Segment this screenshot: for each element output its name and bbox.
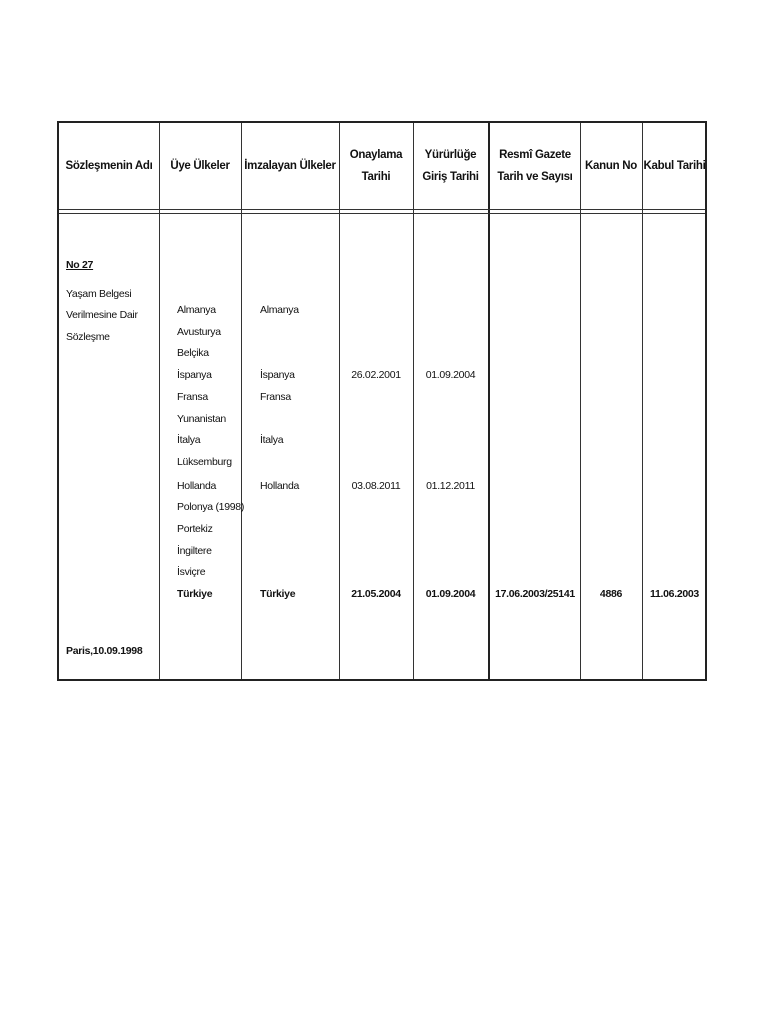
ratification-date: 21.05.2004: [351, 588, 401, 600]
treaty-title-line: Sözleşme: [66, 331, 110, 343]
header-law-number: Kanun No: [585, 160, 637, 172]
entry-into-force-date: 01.12.2011: [426, 480, 475, 492]
ratification-date: 03.08.2011: [351, 480, 401, 492]
header-signing-countries: İmzalayan Ülkeler: [244, 160, 336, 172]
signing-country: Almanya: [260, 304, 299, 316]
signing-country: İspanya: [260, 369, 295, 381]
treaty-table: [57, 121, 707, 681]
entry-into-force-date: 01.09.2004: [425, 369, 476, 381]
ratification-date: 26.02.2001: [351, 369, 401, 381]
member-country: Avusturya: [177, 326, 221, 338]
header-divider: [59, 209, 705, 214]
member-country: İspanya: [177, 369, 212, 381]
treaty-number: No 27: [66, 259, 94, 271]
header-official-gazette: Resmî Gazete Tarih ve Sayısı: [497, 149, 573, 183]
member-country: Hollanda: [177, 480, 217, 492]
member-country: Almanya: [177, 304, 216, 316]
member-country: Yunanistan: [177, 413, 226, 425]
signing-country: İtalya: [260, 434, 284, 446]
signing-country: Fransa: [260, 391, 291, 403]
header-member-countries: Üye Ülkeler: [170, 160, 230, 172]
header-acceptance-date: Kabul Tarihi: [643, 160, 706, 172]
member-country: Fransa: [177, 391, 208, 403]
acceptance-date-value: 11.06.2003: [650, 588, 699, 600]
treaty-title-line: Yaşam Belgesi: [66, 288, 132, 300]
law-number-value: 4886: [599, 588, 623, 600]
header-entry-into-force: Yürürlüğe Giriş Tarihi: [422, 149, 479, 183]
header-treaty-name: Sözleşmenin Adı: [65, 160, 153, 172]
header-ratification-date: Onaylama Tarihi: [349, 149, 403, 183]
entry-into-force-date: 01.09.2004: [425, 588, 476, 600]
member-country: İtalya: [177, 434, 201, 446]
member-country: Belçika: [177, 347, 209, 359]
signing-country: Türkiye: [260, 588, 296, 600]
member-country: Türkiye: [177, 588, 213, 600]
official-gazette-value: 17.06.2003/25141: [495, 588, 575, 600]
treaty-title-line: Verilmesine Dair: [66, 309, 138, 321]
member-country: Polonya (1998): [177, 501, 245, 513]
treaty-place-date: Paris,10.09.1998: [66, 645, 143, 657]
signing-country: Hollanda: [260, 480, 300, 492]
member-country: İsviçre: [177, 566, 206, 578]
member-country: İngiltere: [177, 545, 212, 557]
member-country: Portekiz: [177, 523, 213, 535]
member-country: Lüksemburg: [177, 456, 232, 468]
